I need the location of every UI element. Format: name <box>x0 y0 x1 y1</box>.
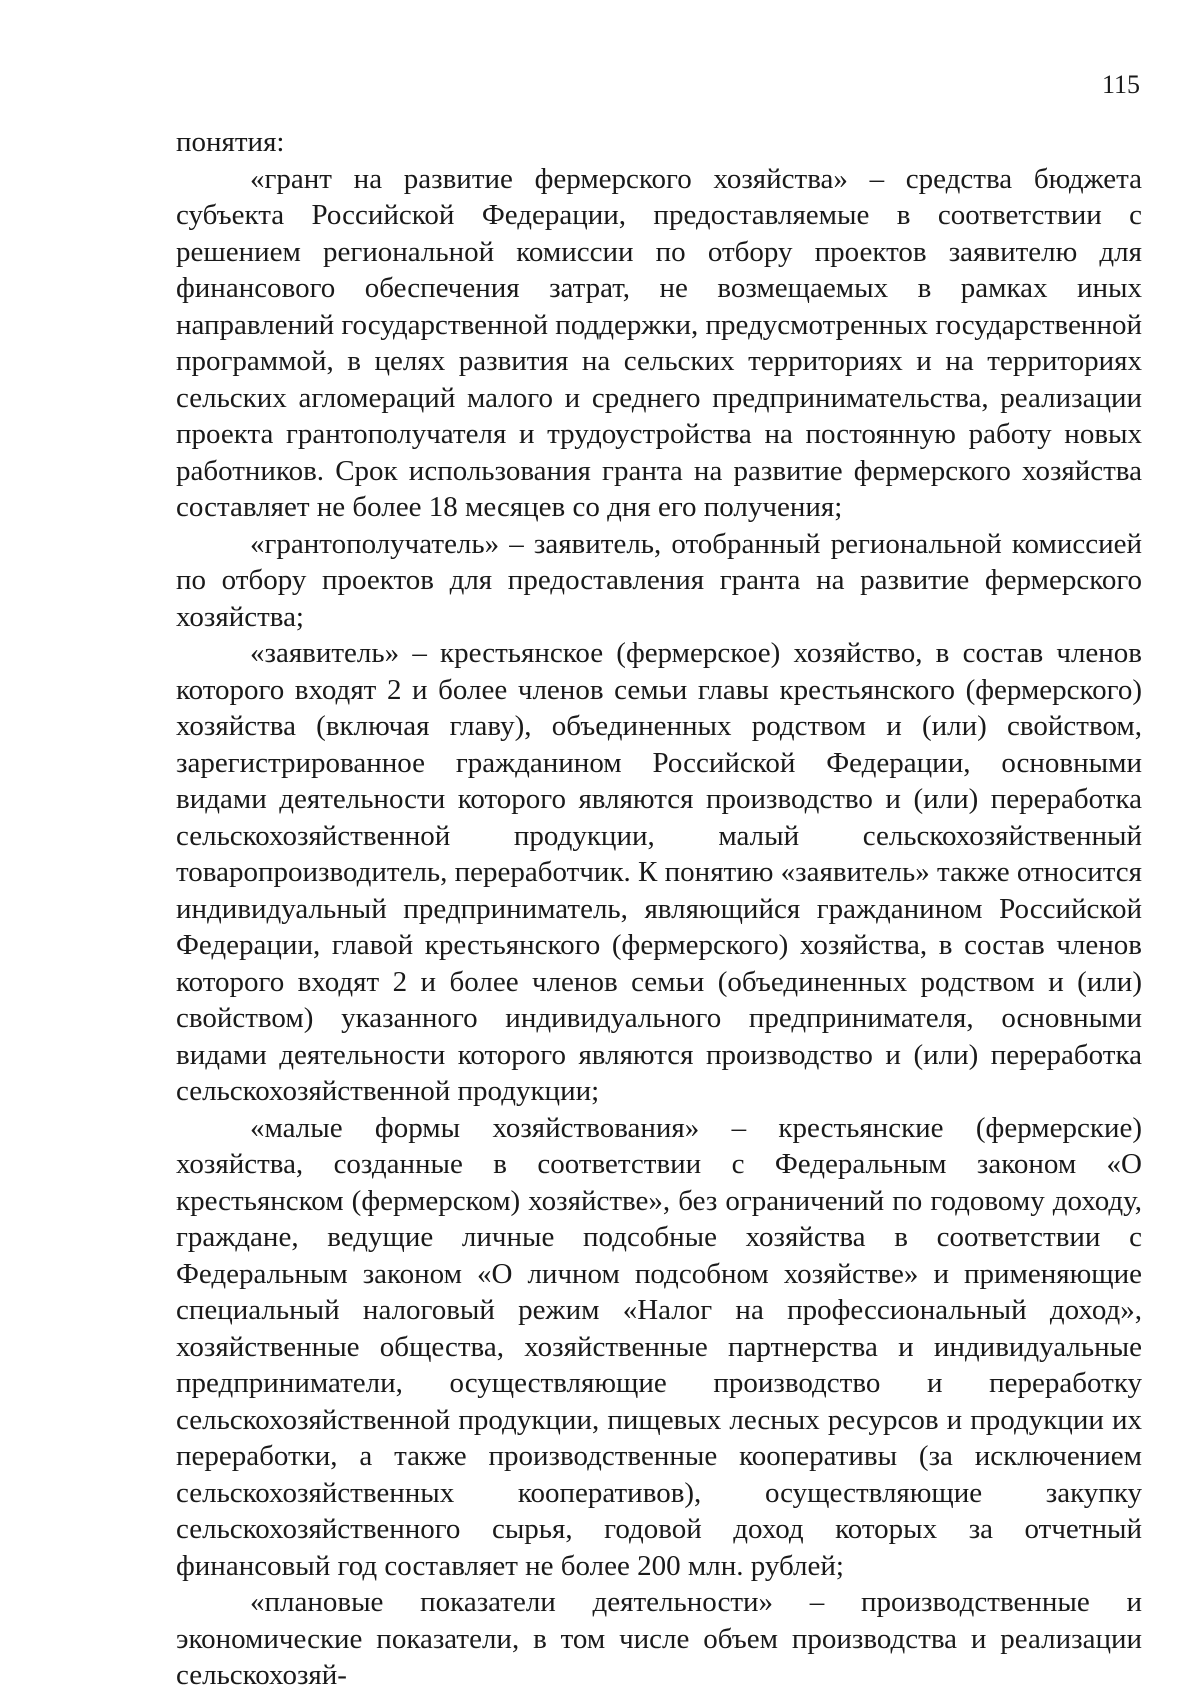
paragraph-grant-definition: «грант на развитие фермерского хозяйства» – средства бюджета субъекта Российской Федерации, предоставляемые в соответствии с решением региональной комиссии по отбору проектов заявителю для финансового обеспечения затрат, не возмещаемых в рамках иных направлений государственной поддержки, предусмотренных государственной программой, в целях развития на сельских территориях и на территориях сельских агломераций малого и среднего предпринимательства, реализации проекта грантополучателя и трудоустройства на постоянную работу новых работников. Срок использования гранта на развитие фермерского хозяйства составляет не более 18 месяцев со дня его получения; <box>176 162 1142 523</box>
paragraph-intro: понятия: <box>176 126 285 158</box>
document-body <box>176 124 1142 1694</box>
paragraph-grant-recipient-definition: «грантополучатель» – заявитель, отобранный региональной комиссией по отбору проектов для предоставления гранта на развитие фермерского хозяйства; <box>176 527 1142 633</box>
paragraph-applicant-definition: «заявитель» – крестьянское (фермерское) хозяйство, в состав членов которого входят 2 и более членов семьи главы крестьянского (фермерского) хозяйства (включая главу), объединенных родством и (или) свойством, зарегистрированное гражданином Российской Федерации, основными видами деятельности которого являются производство и (или) переработка сельскохозяйственной продукции, малый сельскохозяйственный товаропроизводитель, переработчик. К понятию «заявитель» также относится индивидуальный предприниматель, являющийся гражданином Российской Федерации, главой крестьянского (фермерского) хозяйства, в состав членов которого входят 2 и более членов семьи (объединенных родством и (или) свойством) указанного индивидуального предпринимателя, основными видами деятельности которого являются производство и (или) переработка сельскохозяйственной продукции; <box>176 637 1142 1107</box>
paragraph-planned-indicators-definition: «плановые показатели деятельности» – производственные и экономические показатели, в том числе объем производства и реализации сельскохозяй- <box>176 1586 1142 1691</box>
page-number: 115 <box>1101 70 1140 99</box>
paragraph-small-business-forms-definition: «малые формы хозяйствования» – крестьянские (фермерские) хозяйства, созданные в соответствии с Федеральным законом «О крестьянском (фермерском) хозяйстве», без ограничений по годовому доходу, граждане, ведущие личные подсобные хозяйства в соответствии с Федеральным законом «О личном подсобном хозяйстве» и применяющие специальный налоговый режим «Налог на профессиональный доход», хозяйственные общества, хозяйственные партнерства и индивидуальные предприниматели, осуществляющие производство и переработку сельскохозяйственной продукции, пищевых лесных ресурсов и продукции их переработки, а также производственные кооперативы (за исключением сельскохозяйственных кооперативов), осуществляющие закупку сельскохозяйственного сырья, годовой доход которых за отчетный финансовый год составляет не более 200 млн. рублей; <box>176 1111 1142 1582</box>
